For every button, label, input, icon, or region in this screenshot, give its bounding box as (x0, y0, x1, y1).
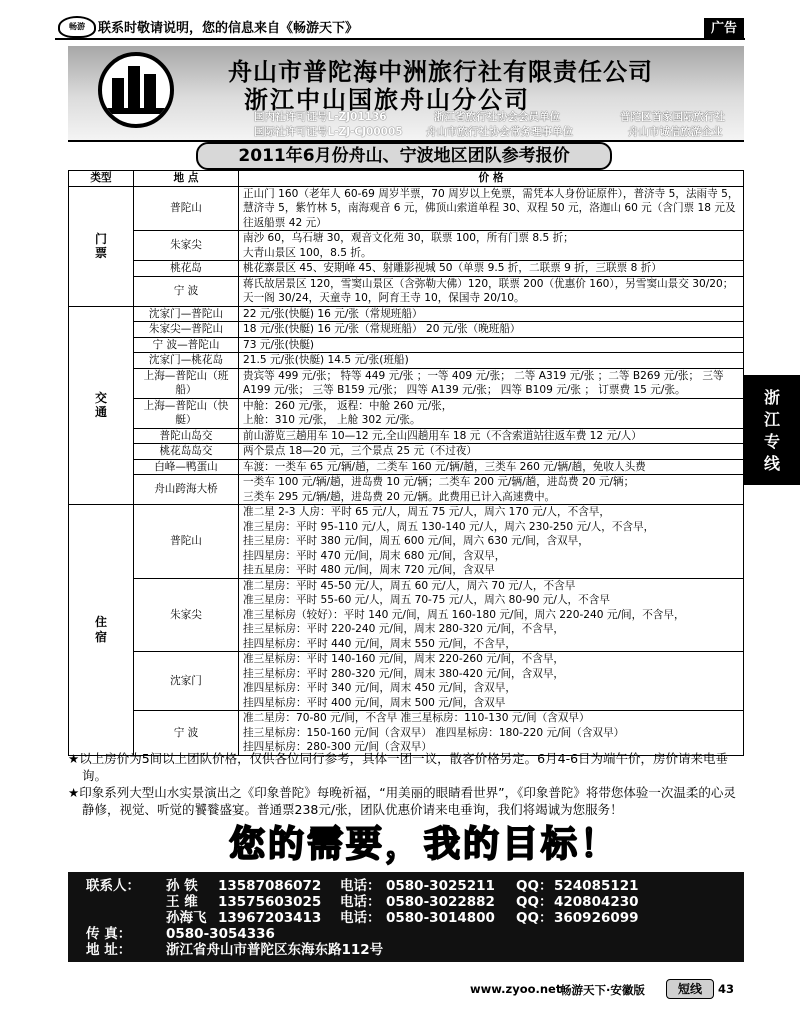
table-row (69, 711, 744, 756)
contact-row (68, 910, 744, 927)
contact-row (68, 894, 744, 911)
membership-province: 浙江省旅行社协会会员单位 (434, 111, 560, 123)
contact-qq[interactable]: 360926099 (554, 910, 639, 926)
row-place: 沈家门 (134, 652, 239, 711)
contact-row (68, 878, 744, 895)
source-note: 联系时敬请说明，您的信息来自《畅游天下》 (98, 21, 359, 36)
slogan: 您的需要，我的目标！ (228, 824, 619, 865)
qq-label: QQ： (516, 910, 553, 926)
row-price: 前山游览三趟用车 10—12 元,全山四趟用车 18 元（不含索道站往返车费 12 元/人） (239, 428, 744, 444)
row-price: 73 元/张(快艇) (239, 337, 744, 353)
price-list-title: 2011年6月份舟山、宁波地区团队参考报价 (196, 142, 612, 170)
table-row (69, 231, 744, 261)
contact-mobile[interactable]: 13575603025 (218, 894, 322, 910)
table-row (69, 505, 744, 579)
table-row (69, 276, 744, 306)
contact-qq[interactable]: 524085121 (554, 878, 639, 894)
footnote-show: ★印象系列大型山水实景演出之《印象普陀》每晚祈福，“用美丽的眼睛看世界”，《印象普陀》将带您体验一次温柔的心灵静修，视觉、听觉的饕餮盛宴。普通票238元/张，团队优惠价请来电垂询，我们将竭诚为您服务！ (68, 785, 736, 817)
table-row (69, 186, 744, 231)
contact-qq[interactable]: 420804230 (554, 894, 639, 910)
branch-name: 浙江中山国旅舟山分公司 (244, 86, 530, 114)
table-row (69, 398, 744, 428)
fax-row (68, 926, 744, 943)
honor-integrity: 舟山市诚信旅游企业 (628, 126, 723, 138)
row-type-label: 住宿 (95, 615, 108, 644)
footnotes (68, 750, 744, 818)
ad-label: 广告 (704, 18, 744, 40)
row-place: 普陀山 (134, 186, 239, 231)
license-domestic: 国内社许可证号L-ZJ01136 (254, 111, 387, 123)
contact-tel[interactable]: 0580-3025211 (386, 878, 495, 894)
license-international: 国际社许可证号L-ZJ-CJ00005 (254, 126, 403, 138)
contact-name: 王 维 (166, 894, 198, 910)
honor-first-intl: 普陀区首家国际旅行社 (620, 111, 725, 123)
table-row (69, 306, 744, 322)
row-price: 中舱：260 元/张， 返程：中舱 260 元/张， 上舱：310 元/张， 上舱 302 元/张。 (239, 398, 744, 428)
row-type (69, 186, 134, 306)
tel-label: 电话： (340, 910, 381, 926)
table-row (69, 322, 744, 338)
row-price: 准二星 2-3 人房：平时 65 元/人，周五 75 元/人，周六 170 元/人，不含早， 准三星房：平时 95-110 元/人，周五 130-140 元/人，周六 230-250 元/人，不含早， 挂三星房：平时 380 元/间，周五 600 元/间，周六 630 元/间，含双早， 挂四星房：平时 470 元/间，周末 680 元/间，含双早， 挂五星房：平时 480 元/间，周末 720 元/间，含双早 (239, 505, 744, 579)
table-row (69, 652, 744, 711)
row-type (69, 306, 134, 505)
row-place: 朱家尖—普陀山 (134, 322, 239, 338)
row-price: 贵宾等 499 元/张； 特等 449 元/张 ；一等 409 元/张； 二等 A319 元/张 ；二等 B269 元/张； 三等 A199 元/张； 三等 B159 元/张； 四等 A139 元/张； 四等 B109 元/张 ； 订票费 15 元/张。 (239, 368, 744, 398)
row-place: 普陀山 (134, 505, 239, 579)
row-place: 桃花岛岛交 (134, 444, 239, 460)
row-place: 普陀山岛交 (134, 428, 239, 444)
row-price: 车渡：一类车 65 元/辆/趟，二类车 160 元/辆/趟，三类车 260 元/辆/趟，免收人头费 (239, 459, 744, 475)
row-place: 沈家门—普陀山 (134, 306, 239, 322)
page-number: 43 (718, 982, 735, 996)
contact-mobile[interactable]: 13967203413 (218, 910, 322, 926)
qq-label: QQ： (516, 878, 553, 894)
row-type (69, 505, 134, 756)
row-price: 桃花寨景区 45、安期峰 45、射雕影视城 50（单票 9.5 折，二联票 9 折，三联票 8 折） (239, 261, 744, 277)
row-place: 上海—普陀山（快艇） (134, 398, 239, 428)
row-price: 准三星标房：平时 140-160 元/间，周末 220-260 元/间，不含早， 挂三星标房：平时 280-320 元/间，周末 380-420 元/间，含双早， 准四星标房：平时 340 元/间，周末 450 元/间，含双早， 挂四星标房：平时 400 元/间，周末 500 元/间，含双早 (239, 652, 744, 711)
header-rule (55, 38, 745, 40)
table-row (69, 578, 744, 652)
price-table (68, 170, 744, 756)
row-type-label: 交通 (95, 390, 108, 420)
contact-name: 孙海飞 (166, 910, 207, 926)
row-place: 白峰—鸭蛋山 (134, 459, 239, 475)
fax-label: 传 真： (86, 926, 132, 942)
row-price: 两个景点 18—20 元，三个景点 25 元（不过夜） (239, 444, 744, 460)
company-banner (68, 46, 744, 142)
tel-label: 电话： (340, 878, 381, 894)
table-row (69, 475, 744, 505)
membership-city: 舟山市旅行社协会常务理事单位 (426, 126, 573, 138)
row-price: 准二星房：平时 45-50 元/人，周五 60 元/人，周六 70 元/人，不含早 准三星房：平时 55-60 元/人，周五 70-75 元/人，周六 80-90 元/人，不含早 准三星标房（较好）：平时 140 元/间，周五 160-180 元/间，周六 220-240 元/间，不含早， 挂三星标房：平时 220-240 元/间，周末 280-320 元/间，不含早， 挂四星标房：平时 440 元/间，周末 550 元/间，不含早， (239, 578, 744, 652)
row-place: 桃花岛 (134, 261, 239, 277)
table-header-row (69, 171, 744, 187)
contact-label: 联系人： (86, 878, 140, 894)
row-price: 准二星房：70-80 元/间，不含早 准三星标房：110-130 元/间（含双早） 挂三星标房：150-160 元/间（含双早） 准四星标房：180-220 元/间（含双早） 挂四星标房：280-300 元/间（含双早） (239, 711, 744, 756)
col-type: 类型 (69, 171, 134, 187)
qq-label: QQ： (516, 894, 553, 910)
col-place: 地 点 (134, 171, 239, 187)
table-row (69, 261, 744, 277)
fax-number[interactable]: 0580-3054336 (166, 926, 275, 942)
section-side-tab (744, 375, 800, 485)
row-place: 舟山跨海大桥 (134, 475, 239, 505)
address-text: 浙江省舟山市普陀区东海东路112号 (166, 942, 384, 958)
col-price: 价 格 (239, 171, 744, 187)
address-label: 地 址： (86, 942, 132, 958)
section-tag: 短线 (666, 979, 714, 999)
magazine-name: 畅游天下·安徽版 (560, 983, 645, 997)
table-row (69, 353, 744, 369)
table-row (69, 368, 744, 398)
contact-tel[interactable]: 0580-3014800 (386, 910, 495, 926)
tel-label: 电话： (340, 894, 381, 910)
row-place: 宁 波 (134, 711, 239, 756)
address-row (68, 942, 744, 959)
company-emblem-icon (98, 52, 174, 128)
row-price: 18 元/张(快艇) 16 元/张（常规班船） 20 元/张（晚班船） (239, 322, 744, 338)
row-price: 22 元/张(快艇) 16 元/张（常规班船） (239, 306, 744, 322)
magazine-logo: 畅游 (58, 16, 96, 38)
contact-mobile[interactable]: 13587086072 (218, 878, 322, 894)
row-place: 朱家尖 (134, 578, 239, 652)
contact-tel[interactable]: 0580-3022882 (386, 894, 495, 910)
row-price: 蒋氏故居景区 120，雪窦山景区（含弥勒大佛）120，联票 200（优惠价 160），另雪窦山景交 30/20；天一阁 30/24，天童寺 10，阿育王寺 10，保国寺 20/10。 (239, 276, 744, 306)
row-place: 沈家门—桃花岛 (134, 353, 239, 369)
contact-block (68, 872, 744, 962)
page-footer (0, 975, 800, 1005)
row-type-label: 门票 (95, 231, 108, 260)
row-price: 南沙 60，乌石塘 30，观音文化苑 30，联票 100，所有门票 8.5 折； 大青山景区 100，8.5 折。 (239, 231, 744, 261)
row-price: 21.5 元/张(快艇) 14.5 元/张(班船) (239, 353, 744, 369)
table-row (69, 428, 744, 444)
website-link[interactable]: www.zyoo.net (470, 982, 562, 996)
row-price: 一类车 100 元/辆/趟，进岛费 10 元/辆；二类车 200 元/辆/趟，进岛费 20 元/辆； 三类车 295 元/辆/趟，进岛费 20 元/辆。此费用已计入高速费中。 (239, 475, 744, 505)
row-place: 上海—普陀山（班船） (134, 368, 239, 398)
row-price: 正山门 160（老年人 60-69 周岁半票，70 周岁以上免票，需凭本人身份证原件），普济寺 5，法雨寺 5，慧济寺 5，紫竹林 5，南海观音 6 元，佛顶山索道单程 30、双程 50 元，洛迦山 60 元（含门票 18 元及往返船票 42 元） (239, 186, 744, 231)
footnote-rooms: ★以上房价为5间以上团队价格，仅供各位同行参考，具体一团一议，散客价格另定。6月4-6日为端午价，房价请来电垂询。 (68, 751, 729, 783)
row-place: 宁 波 (134, 276, 239, 306)
table-row (69, 337, 744, 353)
contact-name: 孙 铁 (166, 878, 198, 894)
row-place: 宁 波—普陀山 (134, 337, 239, 353)
row-place: 朱家尖 (134, 231, 239, 261)
top-strip (0, 0, 800, 40)
company-name: 舟山市普陀海中洲旅行社有限责任公司 (228, 58, 653, 86)
table-row (69, 459, 744, 475)
side-tab-label: 浙江专线 (763, 388, 780, 473)
table-row (69, 444, 744, 460)
